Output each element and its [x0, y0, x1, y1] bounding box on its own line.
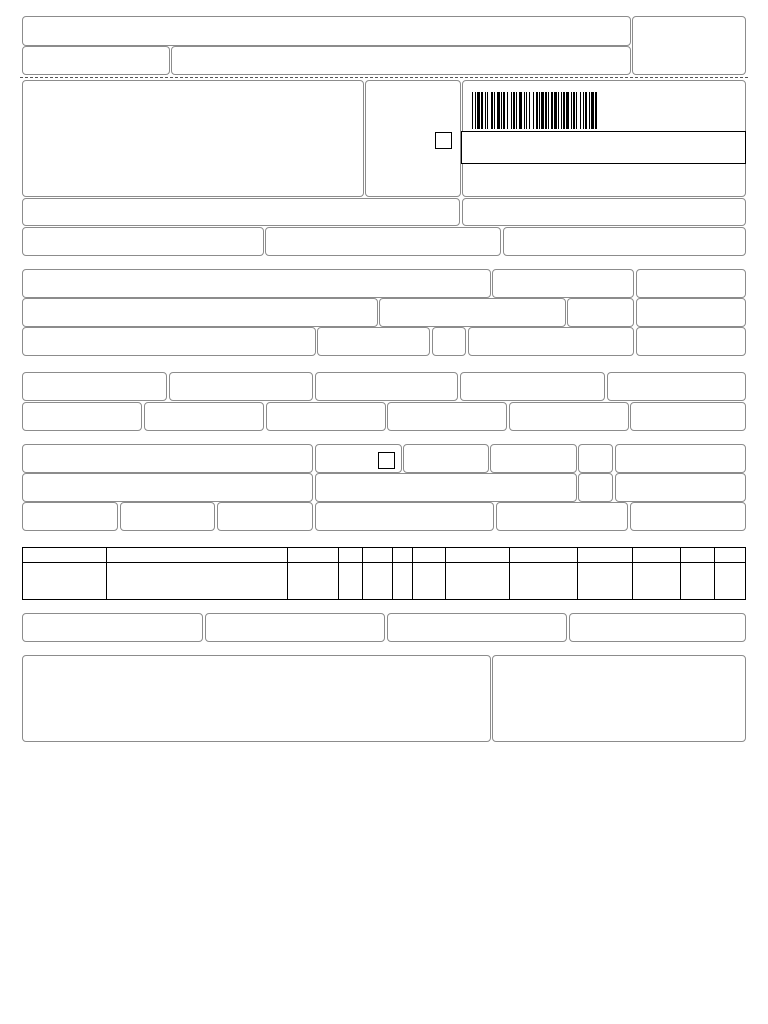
recipient-name-field	[22, 269, 491, 298]
barcode-bar	[503, 92, 505, 129]
carrier-city-field	[315, 473, 577, 502]
items-header-cell	[412, 548, 445, 563]
tax-sub-value-field	[460, 372, 605, 401]
table-cell	[509, 563, 577, 600]
stub-field-stamp	[632, 16, 746, 75]
barcode-bar	[519, 92, 522, 129]
issqn-base-field	[387, 613, 567, 642]
items-header-cell	[106, 548, 288, 563]
barcode-bar	[566, 92, 569, 129]
additional-info-box	[22, 655, 491, 742]
tax-id-field	[503, 227, 746, 256]
discount-field	[266, 402, 386, 431]
barcode-bar	[533, 92, 534, 129]
freight-field	[22, 402, 142, 431]
barcode-bar	[516, 92, 517, 129]
barcode	[472, 92, 669, 129]
tax-sub-base-field	[315, 372, 458, 401]
table-cell	[633, 563, 681, 600]
table-cell	[362, 563, 392, 600]
items-header-cell	[288, 548, 338, 563]
state-registration-field	[22, 227, 264, 256]
issuer-info-box	[22, 80, 364, 197]
stub-field-code	[22, 46, 170, 75]
barcode-bar	[554, 92, 557, 129]
barcode-bar	[561, 92, 562, 129]
items-header-cell	[714, 548, 745, 563]
antt-code-field	[403, 444, 489, 473]
carrier-state-field	[578, 473, 613, 502]
recipient-zip-field	[567, 298, 634, 327]
table-cell	[338, 563, 362, 600]
invoice-total-field	[630, 402, 746, 431]
volume-brand-field	[217, 502, 313, 531]
services-total-field	[205, 613, 385, 642]
issqn-value-field	[569, 613, 746, 642]
barcode-bar	[472, 92, 473, 129]
barcode-bar	[539, 92, 540, 129]
freight-payer-checkbox[interactable]	[378, 452, 395, 469]
barcode-bar	[541, 92, 544, 129]
barcode-bar	[576, 92, 577, 129]
barcode-bar	[511, 92, 512, 129]
barcode-bar	[475, 92, 476, 129]
barcode-bar	[494, 92, 495, 129]
protocol-field	[462, 198, 746, 226]
entry-date-field	[636, 298, 746, 327]
barcode-bar	[487, 92, 488, 129]
items-header-cell	[338, 548, 362, 563]
recipient-district-field	[379, 298, 566, 327]
items-header-cell	[633, 548, 681, 563]
barcode-bar	[585, 92, 587, 129]
cut-line	[20, 77, 748, 78]
barcode-bar	[513, 92, 515, 129]
barcode-bar	[548, 92, 549, 129]
barcode-bar	[583, 92, 584, 129]
gross-weight-field	[496, 502, 628, 531]
ipi-value-field	[509, 402, 629, 431]
table-cell	[681, 563, 714, 600]
exit-time-field	[636, 327, 746, 356]
state-registration-substitute-field	[265, 227, 501, 256]
reserved-fisco-box	[492, 655, 746, 742]
barcode-bar	[497, 92, 500, 129]
barcode-bar	[573, 92, 575, 129]
municipal-registration-field	[22, 613, 203, 642]
recipient-state-field	[432, 327, 466, 356]
barcode-bar	[571, 92, 572, 129]
tax-value-field	[169, 372, 313, 401]
barcode-bar	[529, 92, 530, 129]
barcode-bar	[545, 92, 547, 129]
table-row	[23, 563, 746, 600]
volume-species-field	[120, 502, 215, 531]
table-cell	[446, 563, 510, 600]
operation-nature-field	[22, 198, 460, 226]
barcode-bar	[524, 92, 525, 129]
barcode-bar	[481, 92, 483, 129]
barcode-bar	[595, 92, 597, 129]
volume-quantity-field	[22, 502, 118, 531]
net-weight-field	[630, 502, 746, 531]
table-cell	[412, 563, 445, 600]
items-header-cell	[392, 548, 412, 563]
stub-field-description	[171, 46, 631, 75]
vehicle-state-field	[578, 444, 613, 473]
barcode-bar	[491, 92, 493, 129]
insurance-field	[144, 402, 264, 431]
table-cell	[577, 563, 632, 600]
barcode-bar	[563, 92, 565, 129]
barcode-bar	[591, 92, 594, 129]
issue-date-field	[636, 269, 746, 298]
recipient-address-field	[22, 298, 378, 327]
table-cell	[23, 563, 107, 600]
barcode-bar	[507, 92, 508, 129]
stub-field-beneficiary	[22, 16, 631, 46]
barcode-bar	[477, 92, 480, 129]
barcode-bar	[526, 92, 527, 129]
volume-numbering-field	[315, 502, 494, 531]
items-header-cell	[23, 548, 107, 563]
products-total-field	[607, 372, 746, 401]
items-header-cell	[362, 548, 392, 563]
items-header-row	[23, 548, 746, 563]
items-header-cell	[509, 548, 577, 563]
barcode-bar	[501, 92, 502, 129]
table-cell	[288, 563, 338, 600]
barcode-bar	[485, 92, 486, 129]
table-cell	[106, 563, 288, 600]
carrier-name-field	[22, 444, 313, 473]
tax-base-field	[22, 372, 167, 401]
barcode-bar	[589, 92, 590, 129]
vehicle-plate-field	[490, 444, 577, 473]
items-header-cell	[446, 548, 510, 563]
access-key-field	[461, 131, 746, 164]
recipient-taxid-field	[492, 269, 634, 298]
barcode-bar	[551, 92, 553, 129]
carrier-address-field	[22, 473, 313, 502]
carrier-registration-field	[615, 473, 746, 502]
recipient-phone-field	[317, 327, 430, 356]
items-header-cell	[577, 548, 632, 563]
barcode-bar	[580, 92, 581, 129]
items-table	[22, 547, 746, 600]
table-cell	[392, 563, 412, 600]
document-type-checkbox[interactable]	[435, 132, 452, 149]
other-expenses-field	[387, 402, 507, 431]
barcode-bar	[558, 92, 559, 129]
recipient-city-field	[22, 327, 316, 356]
table-cell	[714, 563, 745, 600]
carrier-taxid-field	[615, 444, 746, 473]
recipient-registration-field	[468, 327, 634, 356]
barcode-bar	[536, 92, 538, 129]
items-header-cell	[681, 548, 714, 563]
